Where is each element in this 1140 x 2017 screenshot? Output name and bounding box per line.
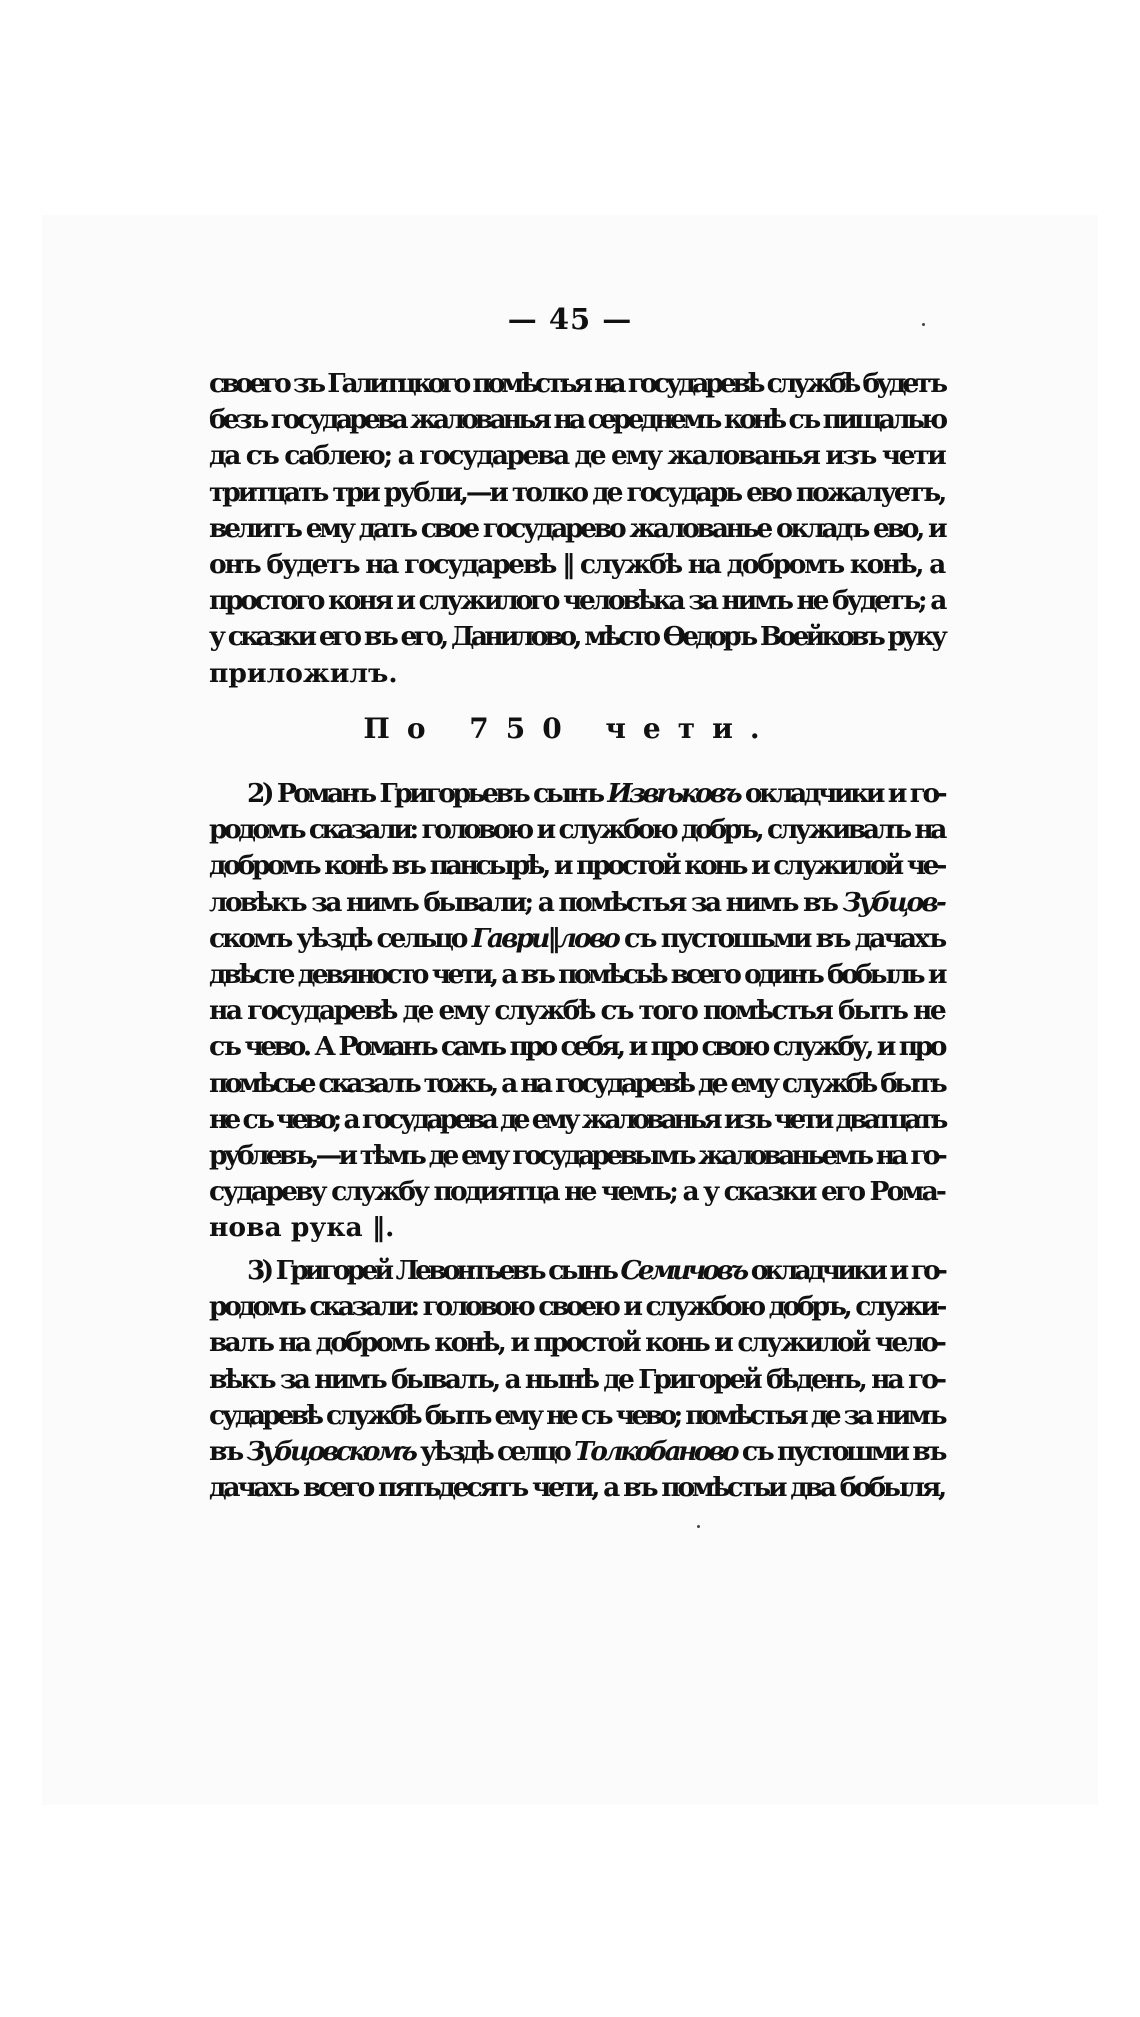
text-line: съ чево. А Романъ самъ про себя, и про свою службу, и про: [209, 1031, 944, 1063]
surname-italic: Извѣковъ: [607, 778, 740, 809]
text-line: онъ будетъ на государевѣ ‖ службѣ на добромъ конѣ, а: [209, 549, 944, 581]
text-run: ловѣкъ за нимъ бывали; а помѣстья за нимъ въ: [209, 886, 843, 918]
text-line: сударевѣ службѣ быть ему не съ чево; помѣстья де за нимъ: [209, 1399, 944, 1431]
surname-italic: Семичовъ: [620, 1255, 746, 1286]
section-heading: По 750 чети.: [363, 712, 777, 745]
paragraph-2: [209, 776, 944, 1247]
text-run: съ пустошми въ: [736, 1436, 944, 1468]
place-italic: Толкобаново: [574, 1436, 737, 1468]
speck-dot: [922, 323, 925, 326]
text-line: не съ чево; а государева де ему жалованья изъ чети дватцать: [209, 1103, 945, 1135]
text-line: дачахъ всего пятьдесятъ чети, а въ помѣстьи два бобыля,: [209, 1472, 944, 1504]
paragraph-continued: [209, 366, 944, 692]
text-line: приложилъ.: [209, 657, 398, 689]
page-number: — 45 —: [507, 302, 633, 336]
text-line: родомъ сказали: головою и службою добръ, служивалъ на: [209, 814, 944, 846]
text-line: помѣсье сказалъ тожъ, а на государевѣ де ему службѣ быть: [209, 1067, 944, 1099]
text-run: окладчики и го-: [745, 1255, 944, 1286]
text-run: окладчики и го-: [739, 778, 945, 809]
text-run: уѣздѣ селцо: [414, 1436, 575, 1468]
text-line: вѣкъ за нимъ бывалъ, а нынѣ де Григорей бѣденъ, на го-: [209, 1363, 944, 1395]
text-run: скомъ уѣздѣ сельцо: [209, 922, 472, 954]
text-line: [209, 776, 944, 812]
text-run: 3) Григорей Левонтьевъ сынъ: [247, 1255, 621, 1286]
text-line: своего зъ Галитцкого помѣстья на государевѣ службѣ будетъ: [209, 368, 944, 399]
text-line: [209, 1434, 944, 1470]
text-line: [209, 885, 944, 921]
text-line: на государевѣ де ему службѣ съ того помѣстья быть не: [209, 995, 945, 1027]
speck-dot: [697, 1525, 700, 1528]
text-line: добромъ конѣ въ пансырѣ, и простой конь и служилой че-: [209, 850, 944, 882]
paragraph-3: [209, 1253, 944, 1506]
text-line: родомъ сказали: головою своею и службою добръ, служи-: [209, 1291, 944, 1323]
text-run: съ пустошьми въ дачахъ: [617, 922, 945, 954]
text-line: [209, 1253, 944, 1289]
text-line: простого коня и служилого человѣка за нимъ не будетъ; а: [209, 585, 945, 617]
text-line: безъ государева жалованья на середнемъ конѣ съ пищалью: [209, 404, 945, 436]
place-italic: Зубцовскомъ: [246, 1436, 415, 1468]
place-italic: Гаври‖лово: [471, 922, 618, 954]
text-line: у сказки его въ его, Данилово, мѣсто Ѳедоръ Воейковъ руку: [209, 621, 945, 653]
text-run: въ: [209, 1436, 247, 1468]
place-italic: Зубцов-: [842, 886, 944, 918]
text-line: нова рука ‖.: [209, 1212, 395, 1244]
text-line: валъ на добромъ конѣ, и простой конь и служилой чело-: [209, 1327, 944, 1359]
text-line: велитъ ему дать свое государево жалованье окладъ ево, и: [209, 512, 945, 544]
text-line: судареву службу подиятца не чемъ; а у сказки его Рома-: [209, 1176, 944, 1208]
text-line: тритцать три рубли,—и толко де государь ево пожалуетъ,: [209, 476, 945, 508]
text-line: да съ саблею; а государева де ему жалованья изъ чети: [209, 440, 945, 472]
text-run: 2) Романъ Григорьевъ сынъ: [247, 778, 608, 809]
text-line: [209, 921, 944, 957]
text-line: рублевъ,—и тѣмъ де ему государевымъ жалованьемъ на го-: [209, 1140, 944, 1172]
text-line: двѣсте девяносто чети, а въ помѣсьѣ всего одинъ бобыль и: [209, 959, 944, 991]
